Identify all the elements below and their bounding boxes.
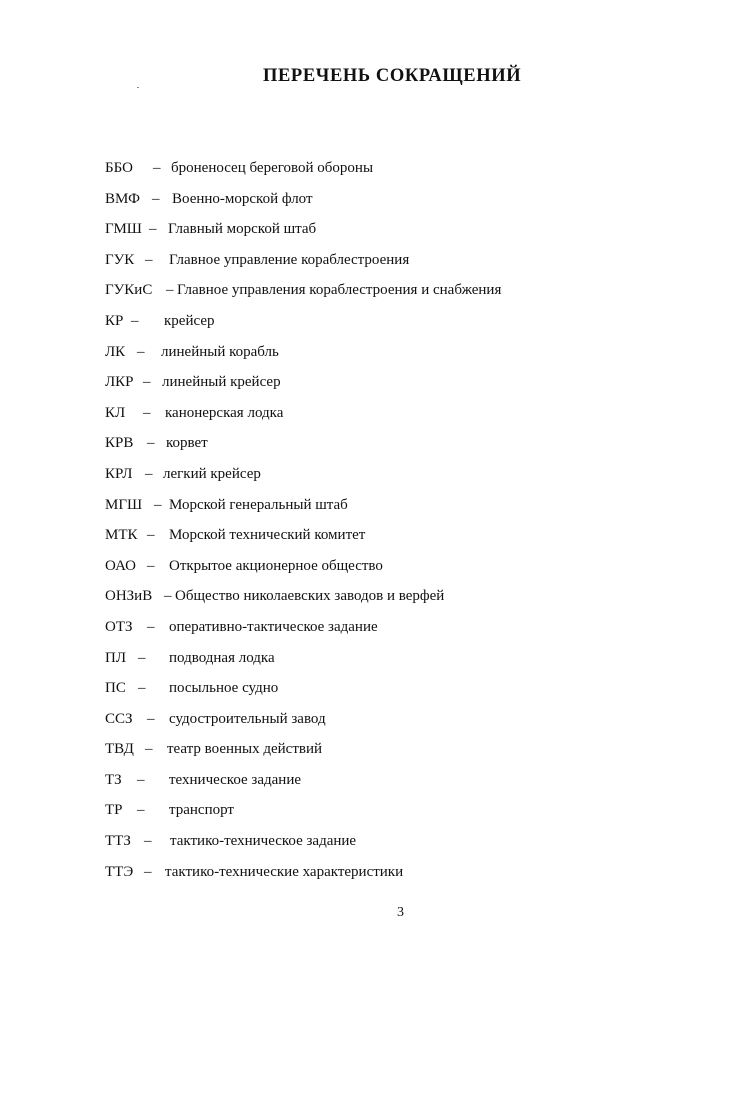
definition: Открытое акционерное общество [169,557,383,574]
abbreviation: КРЛ [105,465,133,482]
abbreviation-list [105,157,705,891]
abbreviation: ОНЗиВ [105,588,153,605]
dash: – [144,863,152,880]
definition: посыльное судно [169,680,279,697]
dash: – [147,435,155,452]
definition: тактико-технические характеристики [165,863,404,880]
abbreviation: ЛК [105,343,126,360]
abbreviation-row [105,402,705,433]
abbreviation-row [105,799,705,830]
dash: – [153,160,161,176]
dash: – [164,588,172,605]
abbreviation: МТК [105,527,138,544]
definition: оперативно-тактическое задание [169,618,378,635]
abbreviation: ТЗ [105,771,122,788]
abbreviation-row [105,738,705,769]
definition: линейный крейсер [162,374,281,391]
definition: подводная лодка [169,649,275,666]
abbreviation-row [105,555,705,586]
abbreviation: КЛ [105,404,126,421]
abbreviation-row [105,218,705,249]
abbreviation: ТР [105,802,123,819]
abbreviation-row [105,494,705,525]
abbreviation-row [105,432,705,463]
dash: – [152,190,160,207]
abbreviation-row [105,249,705,280]
dash: – [145,465,153,482]
abbreviation-row [105,677,705,708]
dash: – [137,771,145,788]
abbreviation-row [105,861,705,892]
dash: – [166,282,174,299]
dash: – [147,710,155,727]
abbreviation-row [105,371,705,402]
definition: Морской генеральный штаб [169,496,348,513]
abbreviation: ОТЗ [105,618,133,635]
definition: канонерская лодка [165,404,284,421]
definition: Главное управление кораблестроения [169,251,410,268]
page-title: ПЕРЕЧЕНЬ СОКРАЩЕНИЙ [263,66,522,86]
definition: тактико-техническое задание [170,833,357,850]
definition: легкий крейсер [163,465,261,482]
dash: – [143,404,151,421]
definition: корвет [166,435,208,452]
abbreviation: ТВД [105,741,134,758]
abbreviation-row [105,341,705,372]
dash: – [154,496,162,513]
scan-speck [137,87,139,88]
abbreviation: ЛКР [105,374,134,391]
abbreviation: ТТЭ [105,863,134,880]
dash: – [145,251,153,268]
dash: – [138,680,146,697]
definition: Морской технический комитет [169,527,366,544]
definition: судостроительный завод [169,710,326,727]
abbreviation-row [105,310,705,341]
abbreviation-row [105,830,705,861]
abbreviation: ГУКиС [105,282,153,299]
abbreviation-row [105,463,705,494]
abbreviation-row [105,769,705,800]
definition: транспорт [169,802,234,819]
abbreviation: ПС [105,680,126,697]
abbreviation: ССЗ [105,710,133,727]
dash: – [143,374,151,391]
abbreviation-row [105,188,705,219]
abbreviation: ОАО [105,557,137,574]
definition: крейсер [164,312,215,329]
definition: Главное управления кораблестроения и снабжения [177,282,502,299]
definition: линейный корабль [161,343,279,360]
dash: – [147,618,155,635]
abbreviation: ПЛ [105,649,127,666]
dash: – [131,312,139,329]
definition: броненосец береговой обороны [171,160,374,176]
definition: театр военных действий [167,741,323,758]
definition: техническое задание [169,771,302,788]
dash: – [137,802,145,819]
dash: – [144,833,152,850]
definition: Военно-морской флот [172,190,313,207]
abbreviation: ТТЗ [105,833,131,850]
definition: Общество николаевских заводов и верфей [175,588,445,605]
abbreviation-row [105,157,705,188]
dash: – [138,649,146,666]
abbreviation-row [105,279,705,310]
page-number: 3 [397,905,404,920]
abbreviation: ВМФ [105,190,140,207]
dash: – [137,343,145,360]
definition: Главный морской штаб [168,221,317,238]
abbreviation: ГМШ [105,221,142,238]
abbreviation-row [105,616,705,647]
abbreviation: ББО [105,160,133,176]
abbreviation: КР [105,312,124,329]
dash: – [147,557,155,574]
dash: – [147,527,155,544]
dash: – [149,221,157,238]
dash: – [145,741,153,758]
abbreviation: МГШ [105,496,143,513]
abbreviation: КРВ [105,435,134,452]
abbreviation: ГУК [105,251,135,268]
abbreviation-row [105,708,705,739]
abbreviation-row [105,524,705,555]
abbreviation-row [105,585,705,616]
abbreviation-row [105,647,705,678]
